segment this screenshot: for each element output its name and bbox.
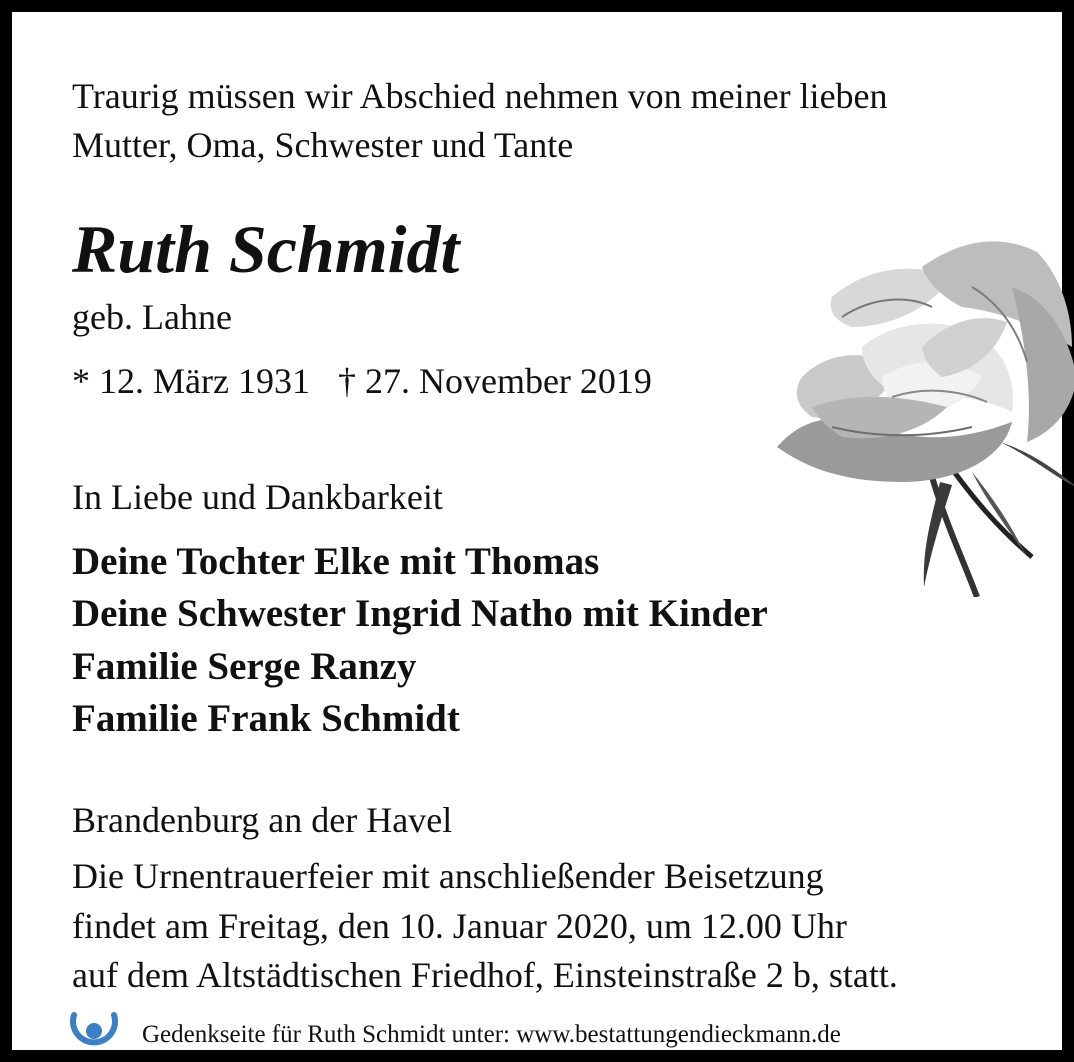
deceased-name: Ruth Schmidt <box>72 211 460 287</box>
memorial-page-footer: Gedenkseite für Ruth Schmidt unter: www.bestattungendieckmann.de <box>142 1021 841 1048</box>
memorial-logo-icon <box>68 1005 120 1057</box>
intro-line-2: Mutter, Oma, Schwester und Tante <box>72 125 574 165</box>
intro-line-1: Traurig müssen wir Abschied nehmen von meiner lieben <box>72 76 888 116</box>
rose-image <box>772 227 1074 597</box>
mourner-line: Familie Serge Ranzy <box>72 645 417 688</box>
death-date: † 27. November 2019 <box>337 361 652 401</box>
ceremony-line: findet am Freitag, den 10. Januar 2020, um 12.00 Uhr <box>72 906 847 946</box>
love-line: In Liebe und Dankbarkeit <box>72 477 443 517</box>
ceremony-line: auf dem Altstädtischen Friedhof, Einsteinstraße 2 b, statt. <box>72 955 898 995</box>
life-dates <box>72 363 652 399</box>
place-line: Brandenburg an der Havel <box>72 800 453 840</box>
mourner-line: Familie Frank Schmidt <box>72 697 460 740</box>
birth-name: geb. Lahne <box>72 297 232 337</box>
ceremony-line: Die Urnentrauerfeier mit anschließender Beisetzung <box>72 856 824 896</box>
mourner-line: Deine Schwester Ingrid Natho mit Kinder <box>72 592 768 635</box>
birth-date: * 12. März 1931 <box>72 361 310 401</box>
mourner-line: Deine Tochter Elke mit Thomas <box>72 540 600 583</box>
